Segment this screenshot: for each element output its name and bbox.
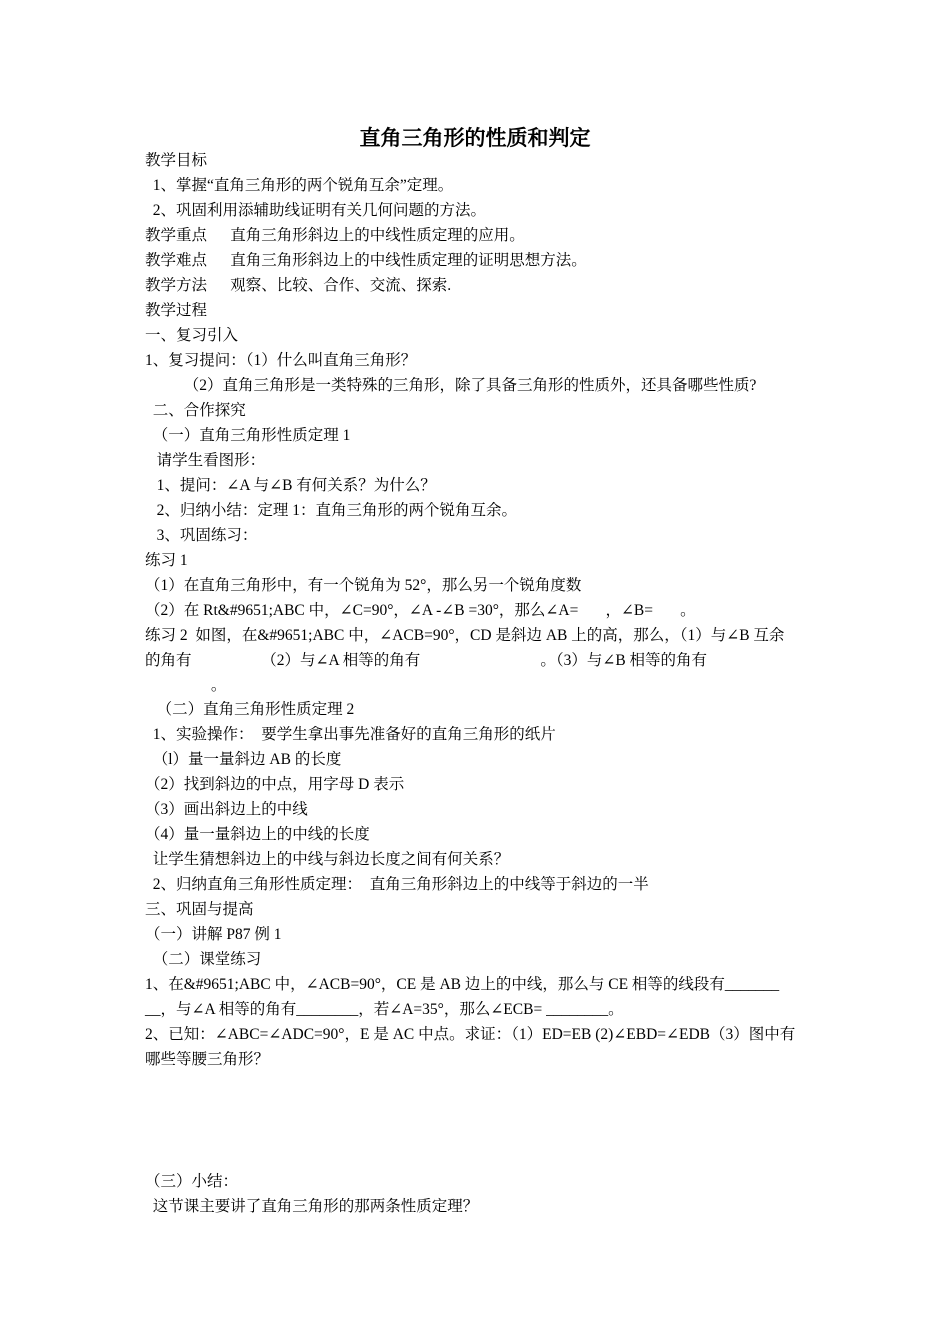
text-line: 哪些等腰三角形？ <box>145 1051 270 1068</box>
text-line: __，与∠A 相等的角有________，若∠A=35°，那么∠ECB= ________。 <box>145 1001 624 1018</box>
text-line: （2）在 Rt&#9651;ABC 中，∠C=90°，∠A -∠B =30°，那么∠A= ，∠B= 。 <box>145 602 696 619</box>
text-line: 教学重点 直角三角形斜边上的中线性质定理的应用。 <box>145 227 525 244</box>
text-line: （4）量一量斜边上的中线的长度 <box>145 826 370 843</box>
text-line: 2、巩固利用添辅助线证明有关几何问题的方法。 <box>145 202 487 219</box>
text-line: （一）直角三角形性质定理 1 <box>145 427 351 444</box>
text-line: 的角有 （2）与∠A 相等的角有 。（3）与∠B 相等的角有 <box>145 652 708 669</box>
text-line: 二、合作探究 <box>145 402 246 419</box>
text-line: 3、巩固练习： <box>145 527 258 544</box>
text-line: （2）找到斜边的中点，用字母 D 表示 <box>145 776 405 793</box>
text-line: 2、归纳小结：定理 1：直角三角形的两个锐角互余。 <box>145 502 518 519</box>
document-title: 直角三角形的性质和判定 <box>359 125 591 150</box>
text-line: （三）小结： <box>145 1173 239 1190</box>
text-line: 。 <box>145 677 227 694</box>
text-line: （3）画出斜边上的中线 <box>145 801 308 818</box>
text-line: （二）课堂练习 <box>145 951 262 968</box>
text-line: 教学难点 直角三角形斜边上的中线性质定理的证明思想方法。 <box>145 252 587 269</box>
text-line: 1、在&#9651;ABC 中，∠ACB=90°，CE 是 AB 边上的中线，那么与 CE 相等的线段有_______ <box>145 976 780 993</box>
text-line: 1、掌握“直角三角形的两个锐角互余”定理。 <box>145 177 454 194</box>
text-line: （2）直角三角形是一类特殊的三角形，除了具备三角形的性质外，还具备哪些性质? <box>145 377 757 394</box>
text-line: 一、复习引入 <box>145 327 239 344</box>
text-line: 2、已知：∠ABC=∠ADC=90°，E 是 AC 中点。求证：（1）ED=EB (2)∠EBD=∠EDB（3）图中有 <box>145 1026 796 1043</box>
text-line: 三、巩固与提高 <box>145 901 254 918</box>
text-line: 1、提问：∠A 与∠B 有何关系？为什么？ <box>145 477 436 494</box>
text-line: （l）量一量斜边 AB 的长度 <box>145 751 342 768</box>
text-line: 练习 2 如图，在&#9651;ABC 中，∠ACB=90°，CD 是斜边 AB 上的高，那么，（1）与∠B 互余 <box>145 627 785 644</box>
text-line: 让学生猜想斜边上的中线与斜边长度之间有何关系？ <box>145 851 510 868</box>
text-line: 2、归纳直角三角形性质定理： 直角三角形斜边上的中线等于斜边的一半 <box>145 876 649 893</box>
text-line: 教学过程 <box>145 302 208 319</box>
text-line: 请学生看图形： <box>145 452 266 469</box>
text-line: 教学方法 观察、比较、合作、交流、探索. <box>145 277 452 294</box>
text-line: 这节课主要讲了直角三角形的那两条性质定理？ <box>145 1198 479 1215</box>
text-line: （一）讲解 P87 例 1 <box>145 926 282 943</box>
text-line: 教学目标 <box>145 152 208 169</box>
text-line: 1、实验操作： 要学生拿出事先准备好的直角三角形的纸片 <box>145 726 556 743</box>
text-line: （1）在直角三角形中，有一个锐角为 52°，那么另一个锐角度数 <box>145 577 582 594</box>
text-line: 1、复习提问：（1）什么叫直角三角形？ <box>145 352 417 369</box>
text-line: 练习 1 <box>145 552 188 569</box>
text-line: （二）直角三角形性质定理 2 <box>145 701 355 718</box>
